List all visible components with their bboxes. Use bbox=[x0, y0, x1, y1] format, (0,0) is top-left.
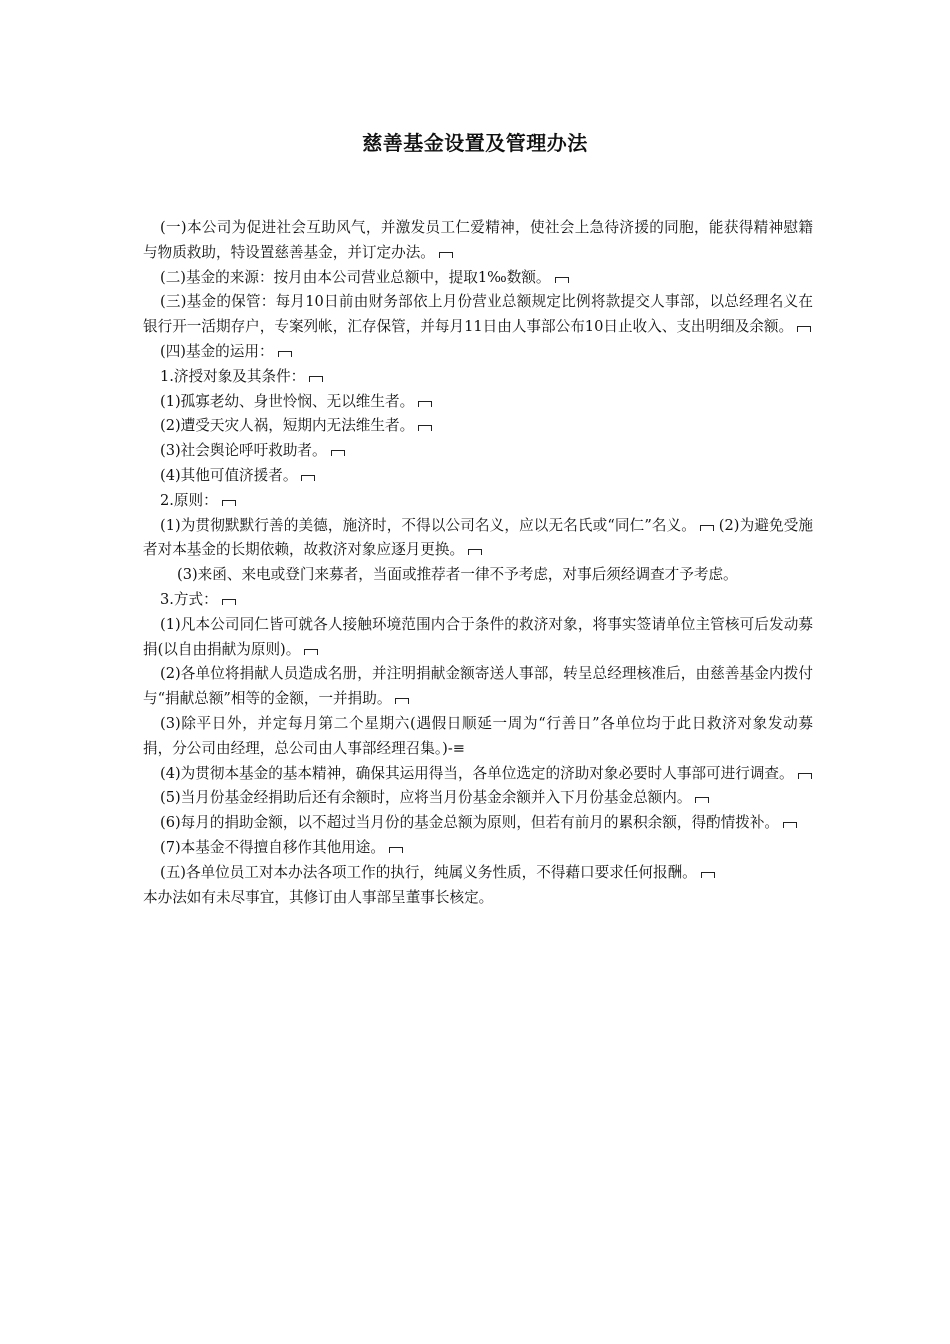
paragraph bbox=[143, 613, 813, 663]
document-body bbox=[143, 216, 813, 910]
paragraph bbox=[143, 216, 813, 266]
paragraph bbox=[143, 712, 813, 762]
paragraph-text: (3)社会舆论呼吁救助者。 bbox=[160, 442, 327, 460]
paragraph-mark-icon bbox=[309, 376, 323, 382]
paragraph bbox=[143, 489, 813, 514]
paragraph-text: (4)其他可值济援者。 bbox=[160, 466, 298, 484]
paragraph bbox=[143, 266, 813, 291]
paragraph bbox=[143, 861, 813, 886]
paragraph bbox=[143, 886, 813, 911]
paragraph-text: (一)本公司为促进社会互助风气，并激发员工仁爱精神，使社会上急待济援的同胞，能获得精神慰籍与物质救助，特设置慈善基金，并订定办法。 bbox=[143, 219, 813, 261]
paragraph bbox=[143, 588, 813, 613]
paragraph-text: (7)本基金不得擅自移作其他用途。 bbox=[160, 838, 385, 856]
paragraph-text: (3)除平日外，并定每月第二个星期六(遇假日顺延一周为“行善日”各单位均于此日救济对象发动募捐，分公司由经理，总公司由人事部经理召集。)-≡ bbox=[143, 714, 813, 757]
paragraph-text: (1)孤寡老幼、身世怜悯、无以维生者。 bbox=[160, 392, 415, 410]
paragraph bbox=[143, 662, 813, 712]
paragraph-text: (五)各单位员工对本办法各项工作的执行，纯属义务性质，不得藉口要求任何报酬。 bbox=[160, 863, 697, 881]
paragraph-mark-icon bbox=[797, 326, 811, 332]
paragraph-text: (1)为贯彻默默行善的美德，施济时，不得以公司名义，应以无名氏或“同仁”名义。 bbox=[160, 516, 697, 534]
paragraph-text: (3)来函、来电或登门来募者，当面或推荐者一律不予考虑，对事后须经调查才予考虑。 bbox=[177, 566, 738, 584]
paragraph-mark-icon bbox=[701, 872, 715, 878]
paragraph bbox=[143, 340, 813, 365]
paragraph-text: 1.济授对象及其条件： bbox=[160, 367, 306, 385]
paragraph-mark-icon bbox=[468, 549, 482, 555]
paragraph bbox=[143, 439, 813, 464]
paragraph bbox=[143, 836, 813, 861]
paragraph-mark-icon bbox=[278, 351, 292, 357]
paragraph-text: (二)基金的来源：按月由本公司营业总额中，提取1‰数额。 bbox=[160, 268, 551, 286]
paragraph bbox=[143, 414, 813, 439]
paragraph-text: (四)基金的运用： bbox=[160, 342, 274, 360]
paragraph-mark-icon bbox=[395, 698, 409, 704]
paragraph-mark-icon bbox=[304, 649, 318, 655]
paragraph bbox=[143, 365, 813, 390]
paragraph-mark-icon bbox=[798, 773, 812, 779]
paragraph-mark-icon bbox=[439, 252, 453, 258]
paragraph-text: (6)每月的捐助金额，以不超过当月份的基金总额为原则，但若有前月的累积余额，得酌情拨补。 bbox=[160, 814, 780, 832]
paragraph-text: 2.原则： bbox=[160, 491, 218, 509]
paragraph-mark-icon bbox=[222, 500, 236, 506]
paragraph-mark-icon bbox=[389, 847, 403, 853]
paragraph-mark-icon bbox=[555, 277, 569, 283]
paragraph bbox=[143, 786, 813, 811]
paragraph bbox=[143, 811, 813, 836]
paragraph-mark-icon bbox=[418, 425, 432, 431]
paragraph bbox=[143, 563, 813, 588]
paragraph bbox=[143, 464, 813, 489]
paragraph-text: (2)各单位将捐献人员造成名册，并注明捐献金额寄送人事部，转呈总经理核准后，由慈善基金内拨付与“捐献总额”相等的金额，一并捐助。 bbox=[143, 665, 813, 708]
document-title: 慈善基金设置及管理办法 bbox=[362, 131, 588, 155]
paragraph-mark-icon bbox=[418, 401, 432, 407]
paragraph bbox=[143, 390, 813, 415]
paragraph-text: (5)当月份基金经捐助后还有余额时，应将当月份基金余额并入下月份基金总额内。 bbox=[160, 789, 692, 807]
paragraph-mark-icon bbox=[700, 525, 714, 531]
paragraph-mark-icon bbox=[331, 450, 345, 456]
paragraph-text: (三)基金的保管：每月10日前由财务部依上月份营业总额规定比例将款提交人事部，以总经理名义在银行开一活期存户，专案列帐，汇存保管，并每月11日由人事部公布10日止收入、支出明细及余额。 bbox=[143, 293, 813, 336]
paragraph-mark-icon bbox=[301, 475, 315, 481]
paragraph-text: (2)遭受天灾人祸，短期内无法维生者。 bbox=[160, 417, 415, 435]
paragraph-text: (1)凡本公司同仁皆可就各人接触环境范围内合于条件的救济对象，将事实签请单位主管核可后发动募捐(以自由捐献为原则)。 bbox=[143, 615, 813, 658]
paragraph bbox=[143, 514, 813, 564]
paragraph-mark-icon bbox=[695, 797, 709, 803]
paragraph-mark-icon bbox=[783, 822, 797, 828]
paragraph bbox=[143, 290, 813, 340]
paragraph-text: (2)为避免受施者对本基金的长期依赖，故救济对象应逐月更换。 bbox=[143, 516, 813, 559]
paragraph-mark-icon bbox=[222, 599, 236, 605]
paragraph-text: 3.方式： bbox=[160, 590, 218, 608]
paragraph bbox=[143, 762, 813, 787]
paragraph-text: (4)为贯彻本基金的基本精神，确保其运用得当，各单位选定的济助对象必要时人事部可进行调查。 bbox=[160, 764, 794, 782]
paragraph-text: 本办法如有未尽事宜，其修订由人事部呈董事长核定。 bbox=[143, 888, 494, 906]
